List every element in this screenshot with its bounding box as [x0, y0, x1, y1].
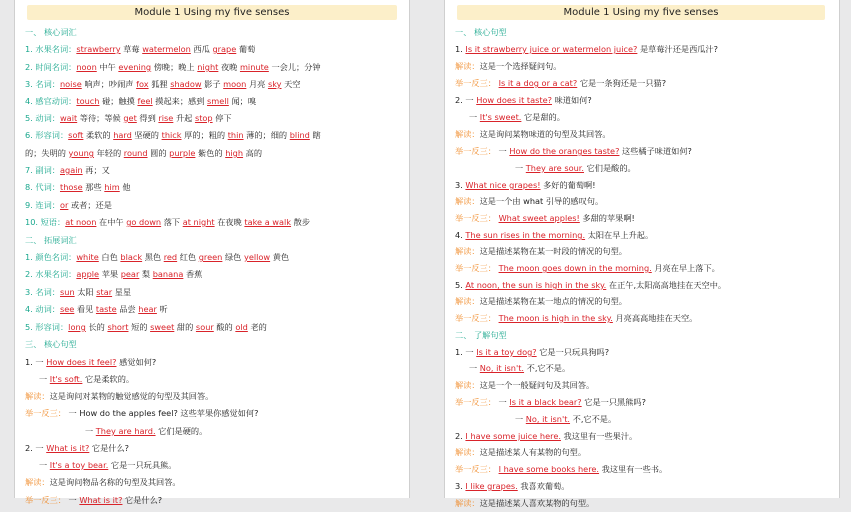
answer-text: thin	[227, 130, 244, 140]
document-line	[455, 478, 831, 495]
body-text: 薄的；细的	[243, 130, 290, 140]
document-line	[455, 428, 831, 445]
section-heading: 一、 核心句型	[455, 27, 507, 37]
body-text: 这是询问某物味道的句型及其回答。	[479, 129, 611, 139]
answer-text: moon	[223, 79, 247, 89]
label-text: 解读：	[455, 61, 480, 71]
body-text: 多好的葡萄啊!	[540, 180, 596, 190]
body-text: 月亮高高地挂在天空。	[612, 313, 698, 323]
answer-text: at noon	[65, 217, 97, 227]
answer-text: touch	[76, 96, 100, 106]
body-text: 响声；吵闹声	[81, 79, 137, 89]
answer-text: The moon is high in the sky.	[498, 313, 613, 323]
document-line	[25, 197, 401, 214]
body-text: 味道如何?	[551, 95, 592, 105]
body-text: 得到	[136, 113, 159, 123]
answer-text: apple	[76, 269, 100, 279]
answer-text: watermelon	[142, 44, 191, 54]
label-text: 3. 名词：	[25, 79, 60, 89]
answer-text: It's soft.	[49, 374, 83, 384]
page-header-banner: Module 1 Using my five senses	[457, 5, 825, 20]
body-text: 它是一只玩具熊。	[108, 460, 177, 470]
body-text: 一会儿；分钟	[268, 62, 321, 72]
body-text: 太阳在早上升起。	[585, 230, 654, 240]
body-text: 厚的；粗的	[181, 130, 228, 140]
label-text: 解读：	[455, 196, 480, 206]
answer-text: Is it a toy dog?	[476, 347, 537, 357]
answer-text: taste	[95, 304, 117, 314]
answer-text: hear	[138, 304, 157, 314]
body-text: 这些橘子味道如何?	[619, 146, 692, 156]
document-line	[455, 327, 831, 344]
label-text: 举一反三：	[455, 78, 496, 88]
body-text: 一 How do the apples feel? 这些苹果你感觉如何?	[65, 408, 259, 418]
document-line	[455, 293, 831, 310]
label-text: 6. 形容词：	[25, 130, 69, 140]
body-text: 月亮在早上落下。	[651, 263, 720, 273]
document-line	[25, 301, 401, 318]
label-text: 8. 代词：	[25, 182, 60, 192]
answer-text: wait	[59, 113, 78, 123]
document-line	[455, 109, 831, 126]
answer-text: green	[198, 252, 223, 262]
label-text: 举一反三：	[455, 263, 496, 273]
answer-text: No, it isn't.	[525, 414, 571, 424]
body-text: 一	[469, 363, 480, 373]
document-line	[455, 310, 831, 327]
label-text: 举一反三：	[455, 146, 496, 156]
body-text: 这是描述某人喜欢某物的句型。	[479, 498, 595, 508]
document-line	[455, 41, 831, 58]
body-text: 狐狸	[148, 79, 171, 89]
body-text: 这是询问对某物的触觉感觉的句型及其回答。	[49, 391, 214, 401]
answer-text: sweet	[150, 322, 175, 332]
body-text: 中午	[96, 62, 119, 72]
document-line	[455, 177, 831, 194]
body-text: 品尝	[116, 304, 139, 314]
body-text: 白色	[98, 252, 121, 262]
answer-text: see	[59, 304, 75, 314]
document-line	[25, 474, 401, 491]
body-text: 坚硬的	[131, 130, 162, 140]
body-text: 不,它不是。	[570, 414, 617, 424]
document-line	[25, 336, 401, 353]
body-text: 紫色的	[195, 148, 226, 158]
label-text: 解读：	[455, 129, 480, 139]
document-page-left	[14, 0, 410, 505]
answer-text: red	[163, 252, 178, 262]
body-text: 在夜晚	[214, 217, 245, 227]
document-line	[455, 360, 831, 377]
label-text: 解读：	[455, 246, 480, 256]
body-text: 闻；嗅	[228, 96, 257, 106]
answer-text: What is it?	[46, 443, 90, 453]
answer-text: noise	[59, 79, 82, 89]
answer-text: sky	[267, 79, 282, 89]
answer-text: Is it a dog or a cat?	[498, 78, 578, 88]
answer-text: thick	[161, 130, 182, 140]
document-line	[455, 126, 831, 143]
answer-text: purple	[169, 148, 196, 158]
body-text: 太阳	[74, 287, 97, 297]
body-text: 它们是硬的。	[155, 426, 208, 436]
body-text: 它是一只玩具狗吗?	[536, 347, 610, 357]
body-text: 或者；还是	[68, 200, 112, 210]
body-text: 草莓	[120, 44, 143, 54]
document-line	[25, 110, 401, 127]
body-text: 摸起来；感到	[152, 96, 208, 106]
document-line	[455, 461, 831, 478]
label-text: 10. 短语：	[25, 217, 66, 227]
document-line	[25, 371, 401, 388]
answer-text: shadow	[170, 79, 202, 89]
body-text: 月亮	[246, 79, 268, 89]
answer-text: rise	[158, 113, 174, 123]
document-line	[455, 75, 831, 92]
answer-text: young	[68, 148, 94, 158]
document-line	[25, 232, 401, 249]
document-line	[25, 319, 401, 336]
answer-text: I have some books here.	[498, 464, 600, 474]
document-line	[455, 24, 831, 41]
body-text: 影子	[201, 79, 224, 89]
document-line	[25, 127, 401, 144]
document-line	[455, 495, 831, 512]
answer-text: go down	[126, 217, 162, 227]
label-text: 解读：	[25, 477, 50, 487]
answer-text: smell	[207, 96, 229, 106]
section-heading: 二、 拓展词汇	[25, 235, 77, 245]
answer-text: those	[59, 182, 83, 192]
document-line	[455, 411, 831, 428]
body-text: 瞎	[309, 130, 321, 140]
body-text: 碰；触摸	[99, 96, 138, 106]
body-text: 这是一个一般疑问句及其回答。	[479, 380, 595, 390]
body-text: 这是询问物品名称的句型及其回答。	[49, 477, 181, 487]
label-text: 5. 动词：	[25, 113, 60, 123]
answer-text: How does it taste?	[476, 95, 552, 105]
body-text: 长的	[85, 322, 108, 332]
body-text: 1. 一	[25, 357, 47, 367]
document-line	[455, 243, 831, 260]
body-text: 是草莓汁还是西瓜汁?	[637, 44, 719, 54]
body-text: 他	[119, 182, 131, 192]
label-text: 2. 时间名词：	[25, 62, 77, 72]
document-line	[25, 440, 401, 457]
answer-text: take a walk	[244, 217, 292, 227]
document-line	[25, 457, 401, 474]
answer-text: It's a toy bear.	[49, 460, 109, 470]
document-line	[25, 354, 401, 371]
body-text: 香蕉	[183, 269, 203, 279]
section-heading: 二、 了解句型	[455, 330, 507, 340]
answer-text: yellow	[243, 252, 271, 262]
body-text: 落下	[161, 217, 183, 227]
body-text: 一	[469, 112, 480, 122]
document-page-right	[444, 0, 840, 508]
answer-text: or	[59, 200, 69, 210]
document-line	[25, 249, 401, 266]
answer-text: They are sour.	[525, 163, 584, 173]
body-text: 甜的	[174, 322, 196, 332]
body-text: 一	[495, 146, 510, 156]
answer-text: night	[197, 62, 219, 72]
body-text: 多甜的苹果啊!	[579, 213, 635, 223]
answer-text: old	[235, 322, 248, 332]
answer-text: white	[76, 252, 99, 262]
body-text: 它是什么?	[122, 495, 163, 505]
document-line	[25, 388, 401, 405]
body-text: 在正午,太阳高高地挂在天空中。	[606, 280, 727, 290]
document-line	[25, 492, 401, 509]
document-line	[25, 423, 401, 440]
page-header-banner: Module 1 Using my five senses	[27, 5, 397, 20]
body-text: 2.	[455, 431, 466, 441]
answer-text: feel	[137, 96, 153, 106]
document-line	[25, 214, 401, 231]
answer-text: noon	[76, 62, 97, 72]
body-text: 1. 一	[455, 347, 477, 357]
answer-text: At noon, the sun is high in the sky.	[465, 280, 607, 290]
answer-text: grape	[212, 44, 237, 54]
document-line	[455, 210, 831, 227]
body-text: 看见	[74, 304, 96, 314]
document-line	[455, 58, 831, 75]
section-heading: 三、 核心句型	[25, 339, 77, 349]
answer-text: What is it?	[79, 495, 123, 505]
answer-text: black	[120, 252, 143, 262]
label-text: 3. 名词：	[25, 287, 60, 297]
body-text: 短的	[128, 322, 151, 332]
document-line	[25, 162, 401, 179]
body-text: 苹果	[99, 269, 121, 279]
body-text: 听	[156, 304, 168, 314]
body-text: 它们是酸的。	[584, 163, 636, 173]
answer-text: soft	[68, 130, 84, 140]
body-text: 葡萄	[236, 44, 256, 54]
document-line	[25, 59, 401, 76]
label-text: 解读：	[455, 380, 480, 390]
answer-text: stop	[194, 113, 213, 123]
body-text: 它是一条狗还是一只猫?	[577, 78, 667, 88]
answer-text: pear	[120, 269, 140, 279]
body-text: 一	[495, 397, 510, 407]
body-text: 不,它不是。	[524, 363, 571, 373]
answer-text: I like grapes.	[465, 481, 518, 491]
body-text: 散步	[291, 217, 311, 227]
label-text: 举一反三：	[455, 397, 496, 407]
body-text: 我这里有一些书。	[599, 464, 668, 474]
document-line	[455, 277, 831, 294]
document-line	[455, 227, 831, 244]
answer-text: No, it isn't.	[479, 363, 525, 373]
section-heading: 一、 核心词汇	[25, 27, 77, 37]
body-text: 傍晚；晚上	[151, 62, 198, 72]
body-text: 在中午	[96, 217, 127, 227]
label-text: 9. 连词：	[25, 200, 60, 210]
body-text: 梨	[139, 269, 153, 279]
body-text: 老的	[247, 322, 267, 332]
document-line	[25, 179, 401, 196]
document-line	[455, 377, 831, 394]
body-text: 它是一只黑熊吗?	[581, 397, 646, 407]
body-text: 1.	[455, 44, 466, 54]
label-text: 4. 感官动词：	[25, 96, 77, 106]
body-text: 一	[65, 495, 80, 505]
body-text: 黑色	[142, 252, 164, 262]
body-text: 这是描述某人有某物的句型。	[479, 447, 587, 457]
body-text: 一	[39, 374, 50, 384]
answer-text: How do the oranges taste?	[509, 146, 620, 156]
body-text: 夜晚	[218, 62, 240, 72]
document-line	[25, 41, 401, 58]
body-text: 一	[515, 163, 526, 173]
label-text: 举一反三：	[25, 408, 66, 418]
label-text: 7. 副词：	[25, 165, 60, 175]
answer-text: evening	[118, 62, 152, 72]
body-text: 升起	[173, 113, 195, 123]
body-text: 一	[85, 426, 96, 436]
body-text: 这是描述某物在某一地点的情况的句型。	[479, 296, 627, 306]
answer-text: What sweet apples!	[498, 213, 580, 223]
label-text: 1. 颜色名词：	[25, 252, 77, 262]
answer-text: at night	[182, 217, 215, 227]
document-line	[25, 145, 401, 162]
body-text: 它是什么?	[89, 443, 130, 453]
answer-text: get	[123, 113, 137, 123]
document-line	[25, 266, 401, 283]
document-line	[25, 405, 401, 422]
answer-text: Is it strawberry juice or watermelon juice?	[465, 44, 638, 54]
body-text: 等待；等候	[77, 113, 124, 123]
document-line	[455, 394, 831, 411]
label-text: 2. 水果名词：	[25, 269, 77, 279]
answer-text: short	[107, 322, 129, 332]
answer-text: fox	[136, 79, 149, 89]
answer-text: him	[104, 182, 120, 192]
answer-text: The sun rises in the morning.	[465, 230, 586, 240]
document-line	[455, 193, 831, 210]
body-text: 再；又	[82, 165, 110, 175]
answer-text: strawberry	[76, 44, 121, 54]
body-text: 星星	[112, 287, 132, 297]
body-text: 2. 一	[25, 443, 47, 453]
label-text: 解读：	[455, 447, 480, 457]
answer-text: They are hard.	[95, 426, 156, 436]
document-line	[25, 76, 401, 93]
body-text: 我这里有一些果汁。	[560, 431, 638, 441]
document-line	[25, 93, 401, 110]
label-text: 解读：	[455, 498, 480, 508]
label-text: 举一反三：	[455, 464, 496, 474]
body-text: 高的	[243, 148, 263, 158]
body-text: 5.	[455, 280, 466, 290]
answer-text: star	[96, 287, 113, 297]
body-text: 红色	[177, 252, 199, 262]
body-text: 天空	[281, 79, 301, 89]
body-text: 柔软的	[83, 130, 114, 140]
answer-text: round	[123, 148, 148, 158]
body-text: 这是一个选择疑问句。	[479, 61, 562, 71]
body-text: 这是一个由 what 引导的感叹句。	[479, 196, 604, 206]
answer-text: minute	[239, 62, 269, 72]
body-text: 它是甜的。	[521, 112, 565, 122]
answer-text: Is it a black bear?	[509, 397, 582, 407]
document-line	[25, 284, 401, 301]
label-text: 举一反三：	[25, 495, 66, 505]
body-text: 这是描述某物在某一时段的情况的句型。	[479, 246, 627, 256]
answer-text: sun	[59, 287, 75, 297]
label-text: 举一反三：	[455, 313, 496, 323]
answer-text: blind	[289, 130, 310, 140]
body-text: 我喜欢葡萄。	[517, 481, 570, 491]
document-line	[455, 92, 831, 109]
answer-text: I have some juice here.	[465, 431, 561, 441]
label-text: 解读：	[455, 296, 480, 306]
answer-text: sour	[195, 322, 214, 332]
label-text: 4. 动词：	[25, 304, 60, 314]
body-text: 2. 一	[455, 95, 477, 105]
body-text: 西瓜	[190, 44, 213, 54]
answer-text: The moon goes down in the morning.	[498, 263, 652, 273]
body-text: 停下	[212, 113, 232, 123]
label-text: 举一反三：	[455, 213, 496, 223]
body-text: 的；失明的	[25, 148, 69, 158]
label-text: 解读：	[25, 391, 50, 401]
body-text: 圆的	[147, 148, 170, 158]
answer-text: again	[59, 165, 83, 175]
answer-text: What nice grapes!	[465, 180, 541, 190]
body-text: 酸的	[213, 322, 236, 332]
document-line	[25, 24, 401, 41]
document-line	[455, 344, 831, 361]
answer-text: long	[68, 322, 86, 332]
document-line	[455, 444, 831, 461]
document-line	[455, 143, 831, 160]
body-text: 黄色	[270, 252, 290, 262]
body-text: 3.	[455, 180, 466, 190]
answer-text: How does it feel?	[46, 357, 117, 367]
answer-text: hard	[113, 130, 132, 140]
label-text: 1. 水果名词：	[25, 44, 77, 54]
body-text: 那些	[82, 182, 105, 192]
body-text: 绿色	[222, 252, 244, 262]
answer-text: It's sweet.	[479, 112, 522, 122]
body-text: 4.	[455, 230, 466, 240]
label-text: 5. 形容词：	[25, 322, 69, 332]
body-text: 年轻的	[93, 148, 124, 158]
body-text: 一	[515, 414, 526, 424]
answer-text: high	[225, 148, 244, 158]
answer-text: banana	[152, 269, 184, 279]
document-line	[455, 160, 831, 177]
document-line	[455, 260, 831, 277]
body-text: 一	[39, 460, 50, 470]
body-text: 它是柔软的。	[82, 374, 135, 384]
body-text: 感觉如何?	[116, 357, 157, 367]
body-text: 3.	[455, 481, 466, 491]
